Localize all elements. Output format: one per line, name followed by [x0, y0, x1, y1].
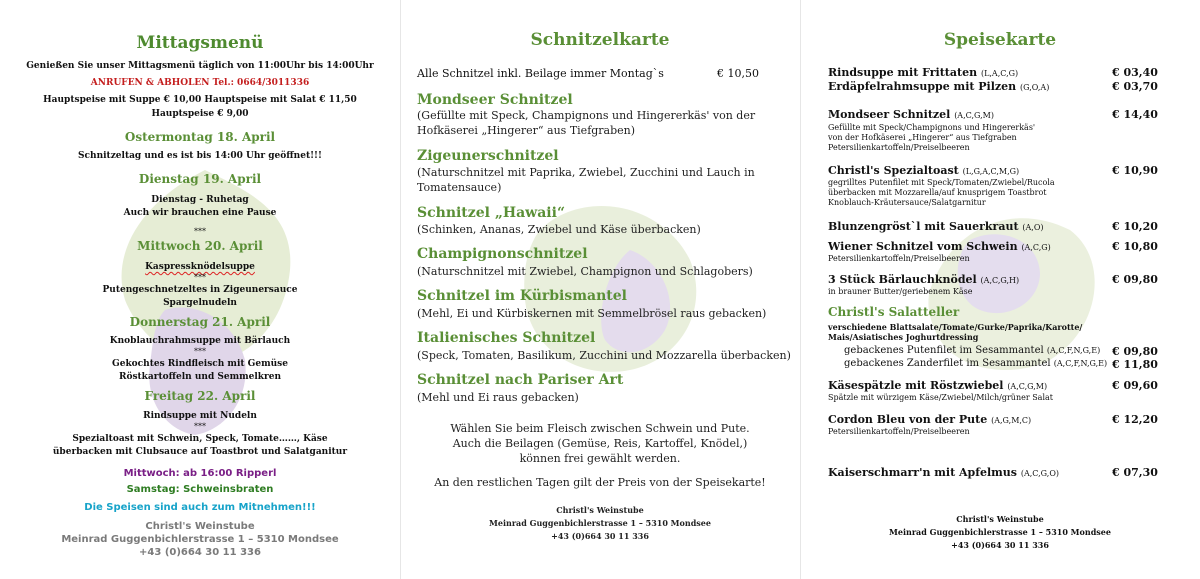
schnitzel-desc: (Speck, Tomaten, Basilikum, Zucchini und Mozzarella überbacken) — [417, 349, 791, 362]
schnitzel-title: Schnitzelkarte — [530, 30, 670, 50]
dish-name: Rindsuppe mit Frittaten (L,A,C,G) — [828, 66, 1019, 79]
dish-price: € 10,90 — [1112, 164, 1158, 177]
footer-name: Christl's Weinstube — [145, 521, 255, 532]
dish-price: € 07,30 — [1112, 466, 1158, 479]
note-line: Auch die Beilagen (Gemüse, Reis, Kartoffel, Knödel,) — [452, 437, 748, 450]
day-text: Putengeschnetzeltes in Zigeunersauce — [102, 285, 298, 295]
speisekarte-title: Speisekarte — [943, 30, 1057, 50]
dish-price: € 09,80 — [1112, 345, 1158, 358]
schnitzel-desc: (Schinken, Ananas, Zwiebel und Käse überbacken) — [417, 223, 701, 236]
monday-offer: Alle Schnitzel inkl. Beilage immer Montag`s — [417, 67, 664, 80]
schnitzel-name: Schnitzel „Hawaii“ — [417, 205, 565, 221]
dish-price: € 12,20 — [1112, 413, 1158, 426]
dish-desc: Gefüllte mit Speck/Champignons und Hingererkäs' — [828, 123, 1036, 132]
footer-phone: +43 (0)664 30 11 336 — [139, 547, 261, 558]
dish-desc: in brauner Butter/geriebenem Käse — [828, 287, 973, 296]
footer-name: Christl's Weinstube — [556, 505, 644, 515]
note-line: Wählen Sie beim Fleisch zwischen Schwein und Pute. — [450, 422, 750, 435]
stars-separator: *** — [194, 273, 206, 282]
price-line-1: Hauptspeise mit Suppe € 10,00 Hauptspeise mit Salat € 11,50 — [43, 95, 357, 105]
schnitzel-desc: (Mehl, Ei und Kürbiskernen mit Semmelbrösel raus gebacken) — [417, 307, 767, 320]
dish-desc: überbacken mit Mozzarella/auf knusprigem Toastbrot — [828, 188, 1047, 197]
schnitzel-desc: (Mehl und Ei raus gebacken) — [417, 391, 579, 404]
footer-phone: +43 (0)664 30 11 336 — [551, 531, 649, 541]
day-heading-tuesday: Dienstag 19. April — [138, 172, 262, 186]
dish-name: Cordon Bleu von der Pute (A,G,M,C) — [828, 413, 1032, 426]
price-line-2: Hauptspeise € 9,00 — [151, 109, 249, 119]
dish-price: € 10,80 — [1112, 240, 1158, 253]
dish-price: € 14,40 — [1112, 108, 1158, 121]
special-saturday: Samstag: Schweinsbraten — [126, 484, 274, 495]
dish-desc: von der Hofkäserei „Hingerer“ aus Tiefgraben — [828, 133, 1017, 142]
main-menu-panel — [800, 0, 1200, 579]
takeaway-notice: Die Speisen sind auch zum Mitnehmen!!! — [84, 502, 316, 513]
day-heading-friday: Freitag 22. April — [144, 389, 256, 403]
day-text: Gekochtes Rindfleisch mit Gemüse — [112, 359, 288, 369]
lunch-intro: Genießen Sie unser Mittagsmenü täglich von 11:00Uhr bis 14:00Uhr — [26, 61, 374, 71]
note-line: können frei gewählt werden. — [519, 452, 681, 465]
dish-price: € 09,80 — [1112, 273, 1158, 286]
dish-price: € 10,20 — [1112, 220, 1158, 233]
footer-address: Meinrad Guggenbichlerstrasse 1 – 5310 Mondsee — [889, 527, 1111, 537]
dish-name: Kaiserschmarr'n mit Apfelmus (A,C,G,O) — [828, 466, 1059, 479]
day-text: Rindsuppe mit Nudeln — [143, 411, 257, 421]
day-text: Dienstag - Ruhetag — [151, 195, 249, 205]
salad-desc: verschiedene Blattsalate/Tomate/Gurke/Paprika/Karotte/ — [828, 322, 1083, 332]
footer-phone: +43 (0)664 30 11 336 — [951, 540, 1049, 550]
call-pickup: ANRUFEN & ABHOLEN Tel.: 0664/3011336 — [90, 78, 310, 88]
dish-name: Christl's Spezialtoast (L,G,A,C,M,G) — [828, 164, 1020, 177]
salad-desc: Mais/Asiatisches Joghurtdressing — [828, 332, 979, 342]
day-heading-monday: Ostermontag 18. April — [124, 130, 276, 144]
salad-option: gebackenes Putenfilet im Sesammantel (A,C,F,N,G,E) — [844, 345, 1101, 356]
lunch-menu-title: Mittagsmenü — [136, 33, 264, 53]
dish-name: Mondseer Schnitzel (A,C,G,M) — [828, 108, 994, 121]
monday-offer-price: € 10,50 — [717, 67, 759, 80]
schnitzel-name: Schnitzel nach Pariser Art — [417, 372, 624, 388]
note-line: An den restlichen Tagen gilt der Preis von der Speisekarte! — [434, 476, 766, 489]
dish-price: € 11,80 — [1112, 358, 1158, 371]
day-text: Röstkartoffeln und Semmelkren — [118, 372, 282, 382]
schnitzel-name: Mondseer Schnitzel — [417, 92, 573, 108]
dish-desc: Knoblauch-Kräutersauce/Salatgarnitur — [828, 198, 986, 207]
dish-price: € 09,60 — [1112, 379, 1158, 392]
stars-separator: *** — [194, 227, 206, 236]
footer-name: Christl's Weinstube — [956, 514, 1044, 524]
day-heading-wednesday: Mittwoch 20. April — [137, 239, 263, 253]
dish-desc: Petersilienkartoffeln/Preiselbeeren — [828, 143, 970, 152]
schnitzel-desc: (Gefüllte mit Speck, Champignons und Hingererkäs' von der — [417, 109, 756, 122]
schnitzel-menu-panel — [400, 0, 800, 579]
schnitzel-desc: Hofkäserei „Hingerer“ aus Tiefgraben) — [417, 124, 636, 137]
dish-name: Erdäpfelrahmsuppe mit Pilzen (G,O,A) — [828, 80, 1050, 93]
footer-address: Meinrad Guggenbichlerstrasse 1 – 5310 Mondsee — [489, 518, 711, 528]
schnitzel-name: Zigeunerschnitzel — [417, 148, 559, 164]
dish-price: € 03,70 — [1112, 80, 1158, 93]
day-text: Knoblauchrahmsuppe mit Bärlauch — [109, 336, 291, 346]
schnitzel-desc: Tomatensauce) — [417, 181, 502, 194]
schnitzel-name: Schnitzel im Kürbismantel — [417, 288, 627, 304]
dish-name: 3 Stück Bärlauchknödel (A,C,G,H) — [828, 273, 1020, 286]
schnitzel-desc: (Naturschnitzel mit Paprika, Zwiebel, Zucchini und Lauch in — [417, 166, 755, 179]
day-text: Spezialtoast mit Schwein, Speck, Tomate……, Käse — [72, 434, 328, 444]
dish-desc: Petersilienkartoffeln/Preiselbeeren — [828, 254, 970, 263]
dish-desc: gegrilltes Putenfilet mit Speck/Tomaten/Zwiebel/Rucola — [828, 178, 1055, 187]
salad-section-title: Christl's Salatteller — [828, 305, 960, 319]
salad-option: gebackenes Zanderfilet im Sesammantel (A,C,F,N,G,E) — [844, 358, 1108, 369]
lunch-menu-panel — [0, 0, 400, 579]
footer-address: Meinrad Guggenbichlerstrasse 1 – 5310 Mondsee — [61, 534, 339, 545]
day-text: Schnitzeltag und es ist bis 14:00 Uhr geöffnet!!! — [78, 151, 322, 161]
schnitzel-name: Champignonschnitzel — [417, 246, 588, 262]
dish-price: € 03,40 — [1112, 66, 1158, 79]
schnitzel-desc: (Naturschnitzel mit Zwiebel, Champignon und Schlagobers) — [417, 265, 753, 278]
dish-desc: Petersilienkartoffeln/Preiselbeeren — [828, 427, 970, 436]
special-wednesday: Mittwoch: ab 16:00 Ripperl — [123, 468, 277, 479]
day-text: überbacken mit Clubsauce auf Toastbrot und Salatganitur — [52, 447, 348, 457]
dish-name: Käsespätzle mit Röstzwiebel (A,C,G,M) — [828, 379, 1048, 392]
day-heading-thursday: Donnerstag 21. April — [129, 315, 271, 329]
dish-name: Wiener Schnitzel vom Schwein (A,C,G) — [828, 240, 1051, 253]
dish-name: Blunzengröst`l mit Sauerkraut (A,O) — [828, 220, 1044, 233]
schnitzel-name: Italienisches Schnitzel — [417, 330, 596, 346]
day-text: Spargelnudeln — [163, 298, 237, 308]
day-text: Kaspressknödelsuppe — [145, 262, 255, 272]
stars-separator: *** — [194, 347, 206, 356]
stars-separator: *** — [194, 422, 206, 431]
day-text: Auch wir brauchen eine Pause — [123, 208, 277, 218]
dish-desc: Spätzle mit würzigem Käse/Zwiebel/Milch/grüner Salat — [828, 393, 1053, 402]
